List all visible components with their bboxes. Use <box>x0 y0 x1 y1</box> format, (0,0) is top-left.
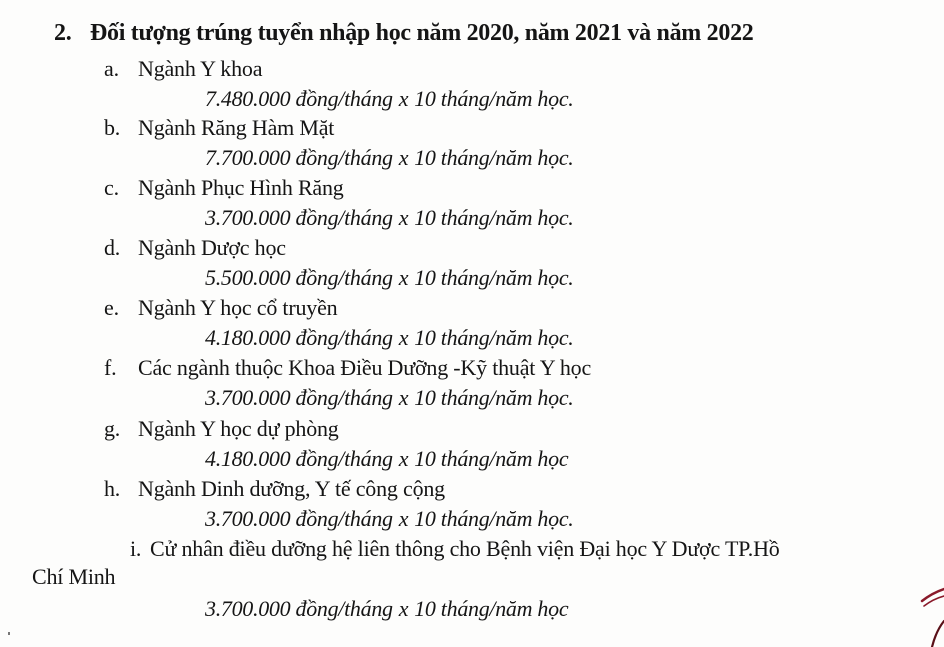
fee-multiplier: x <box>398 205 409 230</box>
item-letter: c. <box>104 175 119 200</box>
item-a-label <box>104 56 262 82</box>
fee-amount: 7.700.000 đồng/tháng <box>205 145 393 170</box>
fee-duration: 10 tháng/năm học. <box>414 86 574 111</box>
item-h-fee <box>205 506 573 532</box>
item-letter: d. <box>104 235 121 260</box>
item-title: Ngành Dược học <box>138 235 286 260</box>
fee-duration: 10 tháng/năm học <box>414 446 569 471</box>
item-g-label <box>104 416 339 442</box>
scan-speck <box>8 632 10 635</box>
item-title-continued: Chí Minh <box>32 564 116 589</box>
item-title: Ngành Dinh dưỡng, Y tế công cộng <box>138 476 445 501</box>
fee-duration: 10 tháng/năm học. <box>414 325 574 350</box>
item-a-fee <box>205 86 573 112</box>
item-title: Ngành Y khoa <box>138 56 263 81</box>
fee-multiplier: x <box>398 86 409 111</box>
item-h-label <box>104 476 445 502</box>
item-f-fee <box>205 385 573 411</box>
item-letter: g. <box>104 416 121 441</box>
item-e-fee <box>205 325 573 351</box>
fee-multiplier: x <box>398 325 409 350</box>
item-b-fee <box>205 145 573 171</box>
item-title: Ngành Răng Hàm Mặt <box>138 115 335 140</box>
item-title: Cử nhân điều dưỡng hệ liên thông cho Bệnh viện Đại học Y Dược TP.Hồ <box>150 536 780 561</box>
section-number: 2. <box>54 20 72 46</box>
item-title: Ngành Phục Hình Răng <box>138 175 344 200</box>
item-i-fee <box>205 596 568 622</box>
item-title: Ngành Y học dự phòng <box>138 416 339 441</box>
item-letter: i. <box>130 536 142 561</box>
item-letter: a. <box>104 56 119 81</box>
item-c-fee <box>205 205 573 231</box>
fee-amount: 5.500.000 đồng/tháng <box>205 265 393 290</box>
fee-duration: 10 tháng/năm học. <box>414 145 574 170</box>
fee-multiplier: x <box>398 506 409 531</box>
fee-amount: 3.700.000 đồng/tháng <box>205 596 393 621</box>
item-title: Ngành Y học cổ truyền <box>138 295 338 320</box>
section-title: Đối tượng trúng tuyển nhập học năm 2020, năm 2021 và năm 2022 <box>90 20 754 46</box>
fee-amount: 4.180.000 đồng/tháng <box>205 325 393 350</box>
item-e-label <box>104 295 337 321</box>
fee-duration: 10 tháng/năm học. <box>414 205 574 230</box>
item-letter: f. <box>104 355 117 380</box>
section-heading <box>54 20 753 47</box>
fee-amount: 3.700.000 đồng/tháng <box>205 506 393 531</box>
fee-multiplier: x <box>398 145 409 170</box>
fee-amount: 3.700.000 đồng/tháng <box>205 385 393 410</box>
fee-duration: 10 tháng/năm học. <box>414 385 574 410</box>
fee-multiplier: x <box>398 385 409 410</box>
fee-amount: 4.180.000 đồng/tháng <box>205 446 393 471</box>
item-c-label <box>104 175 344 201</box>
item-letter: h. <box>104 476 121 501</box>
item-title: Các ngành thuộc Khoa Điều Dưỡng -Kỹ thuật Y học <box>138 355 592 380</box>
fee-amount: 3.700.000 đồng/tháng <box>205 205 393 230</box>
item-f-label <box>104 355 591 381</box>
item-b-label <box>104 115 334 141</box>
fee-multiplier: x <box>398 265 409 290</box>
item-i-label-line2 <box>32 564 932 590</box>
item-letter: e. <box>104 295 119 320</box>
item-d-label <box>104 235 286 261</box>
fee-multiplier: x <box>398 446 409 471</box>
fee-amount: 7.480.000 đồng/tháng <box>205 86 393 111</box>
signature-mark-icon <box>914 585 944 647</box>
fee-multiplier: x <box>398 596 409 621</box>
fee-duration: 10 tháng/năm học. <box>414 265 574 290</box>
item-g-fee <box>205 446 568 472</box>
fee-duration: 10 tháng/năm học <box>414 596 569 621</box>
item-letter: b. <box>104 115 121 140</box>
item-i-label-line1 <box>32 536 932 562</box>
fee-duration: 10 tháng/năm học. <box>414 506 574 531</box>
item-d-fee <box>205 265 573 291</box>
